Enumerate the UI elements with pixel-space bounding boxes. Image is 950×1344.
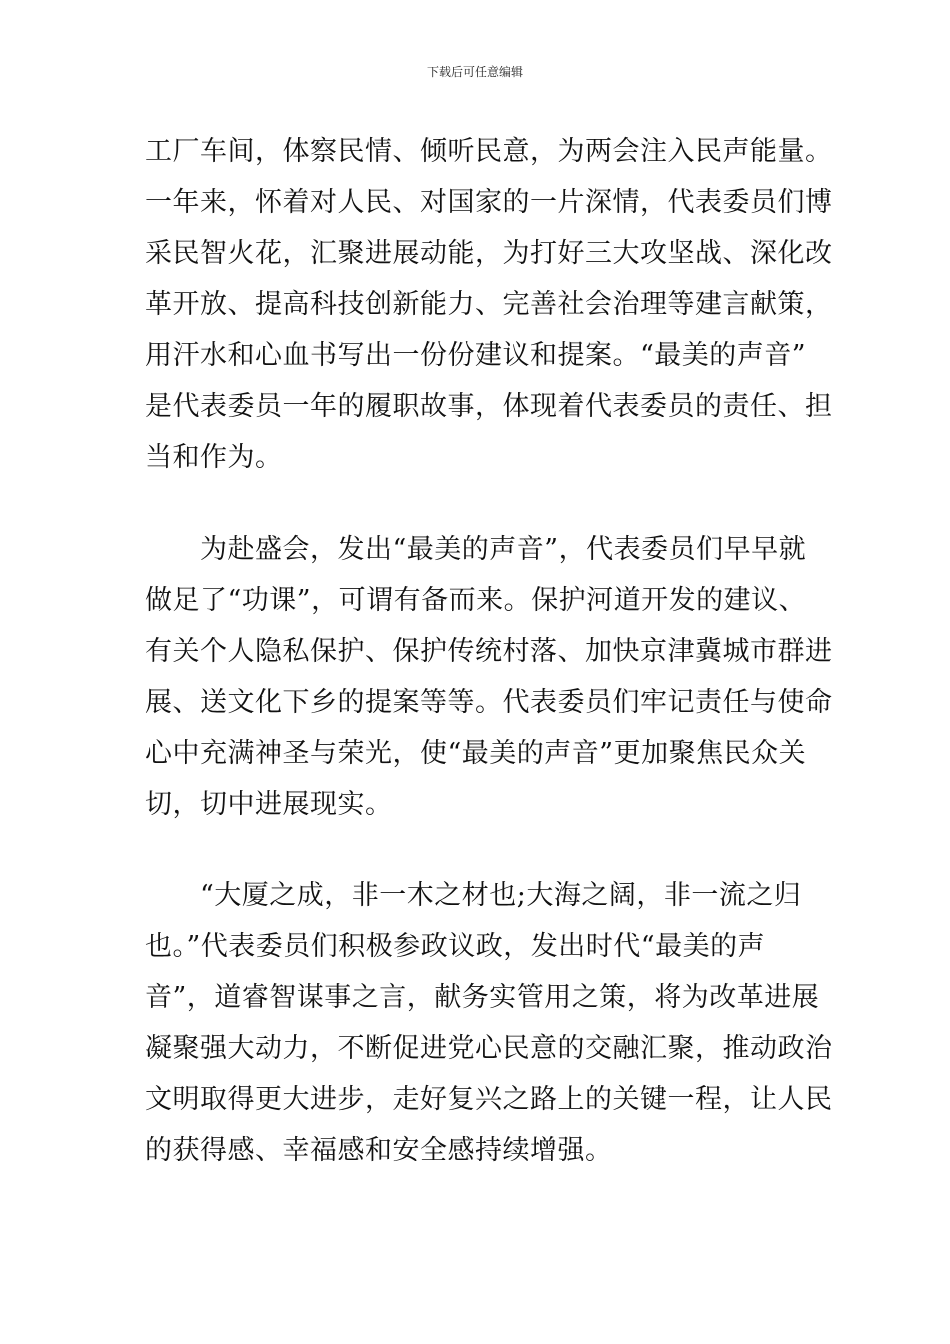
paragraph-2	[145, 524, 833, 830]
text-line: 革开放、提高科技创新能力、完善社会治理等建言献策，	[145, 289, 833, 320]
text-line: 是代表委员一年的履职故事，体现着代表委员的责任、担	[145, 391, 833, 422]
paragraph-3	[145, 870, 833, 1176]
text-line: 的获得感、幸福感和安全感持续增强。	[145, 1135, 613, 1166]
text-line: 凝聚强大动力，不断促进党心民意的交融汇聚，推动政治	[145, 1033, 833, 1064]
text-line: 切，切中进展现实。	[145, 789, 393, 820]
text-line: 做足了“功课”，可谓有备而来。保护河道开发的建议、	[145, 585, 807, 616]
text-line: 心中充满神圣与荣光，使“最美的声音”更加聚焦民众关	[145, 738, 807, 769]
text-line: 展、送文化下乡的提案等等。代表委员们牢记责任与使命	[145, 687, 833, 718]
page-header: 下载后可任意编辑	[426, 65, 523, 79]
text-line: “大厦之成，非一木之材也;大海之阔，非一流之归	[145, 880, 802, 911]
text-line: 一年来，怀着对人民、对国家的一片深情，代表委员们博	[145, 187, 833, 218]
text-line: 工厂车间，体察民情、倾听民意，为两会注入民声能量。	[145, 136, 833, 167]
text-line: 也。”代表委员们积极参政议政，发出时代“最美的声	[145, 931, 766, 962]
text-line: 用汗水和心血书写出一份份建议和提案。“最美的声音”	[145, 340, 807, 371]
text-line: 音”，道睿智谋事之言，献务实管用之策，将为改革进展	[145, 982, 820, 1013]
text-line: 当和作为。	[145, 442, 283, 473]
text-line: 为赴盛会，发出“最美的声音”，代表委员们早早就	[145, 534, 807, 565]
paragraph-1	[145, 126, 833, 483]
text-line: 文明取得更大进步，走好复兴之路上的关键一程，让人民	[145, 1084, 833, 1115]
text-line: 采民智火花，汇聚进展动能，为打好三大攻坚战、深化改	[145, 238, 833, 269]
text-line: 有关个人隐私保护、保护传统村落、加快京津冀城市群进	[145, 636, 833, 667]
